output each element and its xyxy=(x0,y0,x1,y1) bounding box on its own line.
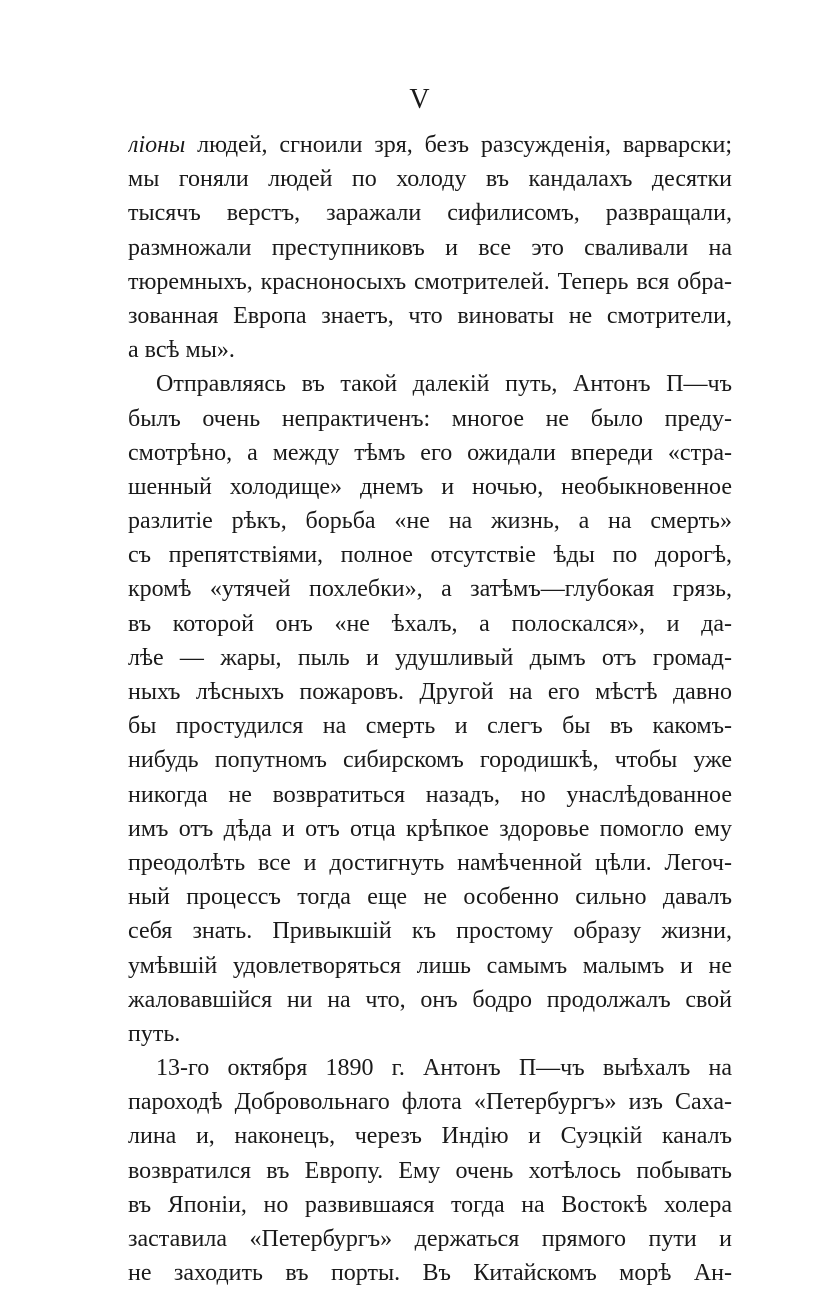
text-line: заставила «Петербургъ» держаться прямого пути и xyxy=(128,1226,732,1252)
text-line: шенный холодище» днемъ и ночью, необыкновенное xyxy=(128,473,732,500)
text-line: жаловавшiйся ни на что, онъ бодро продолжалъ свой xyxy=(128,986,732,1013)
paragraph xyxy=(128,367,732,1051)
text-line: умѣвшiй удовлетворяться лишь самымъ малымъ и не xyxy=(128,952,732,979)
text-line: имъ отъ дѣда и отъ отца крѣпкое здоровье помогло ему xyxy=(128,815,732,842)
text-line: былъ очень непрактиченъ: многое не было преду- xyxy=(128,405,732,432)
text-line: пароходѣ Добровольнаго флота «Петербургъ» изъ Саха- xyxy=(128,1089,732,1116)
text-line: ныхъ лѣсныхъ пожаровъ. Другой на его мѣстѣ давно xyxy=(128,679,732,705)
text-line: лѣе — жары, пыль и удушливый дымъ отъ громад- xyxy=(128,644,732,671)
text-line: въ которой онъ «не ѣхалъ, а полоскался», и да- xyxy=(128,610,732,637)
text-line: зованная Европа знаетъ, что виноваты не смотрители, xyxy=(128,302,732,329)
text-line: ный процессъ тогда еще не особенно сильно давалъ xyxy=(128,884,732,911)
text-line xyxy=(128,128,732,162)
text-line: путь. xyxy=(128,1020,181,1047)
text-line: Отправляясь въ такой далекiй путь, Антонъ П—чъ xyxy=(156,371,732,398)
text-line: смотрѣно, а между тѣмъ его ожидали впереди «стра- xyxy=(128,439,732,466)
text-line: возвратился въ Европу. Ему очень хотѣлось побывать xyxy=(128,1157,732,1184)
text-line: бы простудился на смерть и слегъ бы въ какомъ- xyxy=(128,713,732,740)
text-line: не заходить въ порты. Въ Китайскомъ морѣ Ан- xyxy=(128,1260,732,1287)
text-column xyxy=(128,128,732,1290)
text-line: разлитiе рѣкъ, борьба «не на жизнь, а на смерть» xyxy=(128,508,732,535)
text-line: нибудь попутномъ сибирскомъ городишкѣ, чтобы уже xyxy=(128,747,732,774)
text-fragment: людей, сгноили зря, безъ разсужденiя, варварски; xyxy=(185,132,732,158)
italic-fragment: лiоны xyxy=(128,132,186,158)
paragraph xyxy=(128,1051,732,1290)
text-line: размножали преступниковъ и все это сваливали на xyxy=(128,234,732,261)
page-number: V xyxy=(409,84,431,115)
text-line: мы гоняли людей по холоду въ кандалахъ десятки xyxy=(128,166,732,193)
text-line: а всѣ мы». xyxy=(128,337,235,364)
text-line: тюремныхъ, красноносыхъ смотрителей. Теперь вся обра- xyxy=(128,268,732,295)
text-line: съ препятствiями, полное отсутствiе ѣды по дорогѣ, xyxy=(128,542,732,569)
text-line: себя знать. Привыкшiй къ простому образу жизни, xyxy=(128,918,732,945)
text-line: въ Японiи, но развившаяся тогда на Востокѣ холера xyxy=(128,1191,732,1218)
paragraph xyxy=(128,128,732,367)
text-line: кромѣ «утячей похлебки», а затѣмъ—глубокая грязь, xyxy=(128,576,732,603)
text-line: тысячъ верстъ, заражали сифилисомъ, развращали, xyxy=(128,200,732,227)
text-line: 13-го октября 1890 г. Антонъ П—чъ выѣхалъ на xyxy=(156,1055,732,1082)
text-line: никогда не возвратиться назадъ, но унаслѣдованное xyxy=(128,781,732,808)
text-line: лина и, наконецъ, черезъ Индiю и Суэцкiй каналъ xyxy=(128,1123,732,1150)
text-line: преодолѣть все и достигнуть намѣченной цѣли. Легоч- xyxy=(128,849,732,876)
